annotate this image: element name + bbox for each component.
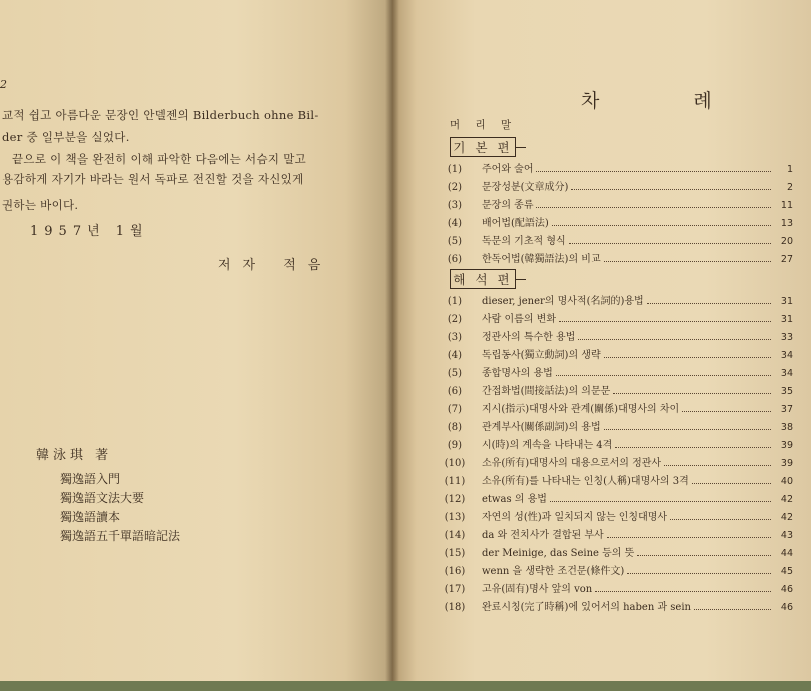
toc-number: (11) [444, 476, 466, 487]
toc-number: (12) [444, 494, 466, 505]
toc-number: (16) [444, 566, 466, 577]
book-title: 獨逸語讀本 [60, 510, 121, 524]
toc-row[interactable] [440, 490, 793, 508]
toc-row[interactable] [440, 364, 793, 382]
leader-dots [627, 573, 771, 574]
leader-dots [692, 483, 771, 484]
toc-row[interactable] [440, 160, 793, 178]
toc-page: 11 [780, 200, 793, 211]
leader-dots [613, 393, 771, 394]
leader-dots [670, 519, 771, 520]
toc-row[interactable] [440, 400, 793, 418]
book-gutter [385, 0, 399, 691]
toc-row[interactable] [440, 562, 793, 580]
toc-number: (15) [444, 548, 466, 559]
toc-page: 33 [780, 332, 793, 343]
author-signature: 저자 적음 [218, 258, 333, 273]
toc-page: 43 [780, 530, 793, 541]
toc-number: (4) [447, 350, 463, 361]
toc-page: 35 [780, 386, 793, 397]
toc-row[interactable] [440, 292, 793, 310]
toc-row[interactable] [440, 418, 793, 436]
toc-row[interactable] [440, 178, 793, 196]
toc-page: 34 [780, 350, 793, 361]
toc-page: 20 [780, 236, 793, 247]
leader-dots [571, 189, 771, 190]
toc-entry-title: 독문의 기초적 형식 [482, 236, 566, 247]
toc-number: (18) [444, 602, 466, 613]
toc-entry-title: etwas 의 용법 [482, 494, 547, 505]
toc-page: 13 [780, 218, 793, 229]
toc-entry-title: 독립동사(獨立動詞)의 생략 [482, 350, 601, 361]
toc-number: (13) [444, 512, 466, 523]
toc-row[interactable] [440, 382, 793, 400]
toc-title: 차 례 [581, 90, 756, 112]
book-cover-edge [0, 681, 811, 691]
leader-dots [550, 501, 771, 502]
toc-entry-title: 소유(所有)를 나타내는 인칭(人稱)대명사의 3격 [482, 476, 689, 487]
toc-row[interactable] [440, 328, 793, 346]
leader-dots [647, 303, 771, 304]
toc-row[interactable] [440, 436, 793, 454]
toc-row[interactable] [440, 526, 793, 544]
toc-entry-title: 한독어법(韓獨語法)의 비교 [482, 254, 601, 265]
section-rule [516, 279, 526, 280]
toc-row[interactable] [440, 346, 793, 364]
toc-number: (5) [447, 236, 463, 247]
toc-entry-title: 소유(所有)대명사의 대용으로서의 정관사 [482, 458, 662, 469]
toc-page: 44 [780, 548, 793, 559]
toc-number: (3) [447, 200, 463, 211]
toc-entry-title: der Meinige, das Seine 등의 뜻 [482, 548, 635, 559]
toc-page: 45 [780, 566, 793, 577]
leader-dots [694, 609, 771, 610]
leader-dots [559, 321, 771, 322]
toc-page: 40 [780, 476, 793, 487]
leader-dots [607, 537, 771, 538]
preface-line: 끝으로 이 책을 완전히 이해 파악한 다음에는 서슴지 말고 [12, 152, 307, 166]
toc-row[interactable] [440, 310, 793, 328]
toc-row[interactable] [440, 214, 793, 232]
toc-row[interactable] [440, 196, 793, 214]
toc-entry-title: 문장성분(文章成分) [482, 182, 569, 193]
date: 1957년 1월 [30, 224, 149, 239]
leader-dots [604, 357, 771, 358]
toc-page: 34 [780, 368, 793, 379]
toc-page: 37 [780, 404, 793, 415]
toc-entry-title: 문장의 종류 [482, 200, 534, 211]
leader-dots [604, 429, 771, 430]
toc-entry-title: 종합명사의 용법 [482, 368, 553, 379]
toc-entry-title: 시(時)의 계속을 나타내는 4격 [482, 440, 613, 451]
section-heading-basic: 기 본 편 [450, 137, 516, 157]
toc-number: (2) [447, 182, 463, 193]
toc-page: 1 [786, 164, 793, 175]
leader-dots [552, 225, 771, 226]
toc-number: (3) [447, 332, 463, 343]
left-page [0, 0, 392, 691]
leader-dots [536, 207, 771, 208]
toc-number: (1) [447, 296, 463, 307]
toc-number: (17) [444, 584, 466, 595]
toc-number: (4) [447, 218, 463, 229]
leader-dots [556, 375, 771, 376]
toc-entry-title: 자연의 성(性)과 일치되지 않는 인칭대명사 [482, 512, 668, 523]
toc-row[interactable] [440, 472, 793, 490]
preface-line: 권하는 바이다. [2, 198, 79, 212]
section-heading-interpretation: 해 석 편 [450, 269, 516, 289]
book-title: 獨逸語文法大要 [60, 491, 145, 505]
toc-entry-title: wenn 을 생략한 조건문(條件文) [482, 566, 625, 577]
page-number: 2 [0, 78, 7, 91]
leader-dots [664, 465, 771, 466]
toc-entry-title: dieser, jener의 명사적(名詞的)용법 [482, 296, 644, 307]
toc-page: 39 [780, 458, 793, 469]
leader-dots [536, 171, 771, 172]
toc-entry-title: 배어법(配語法) [482, 218, 549, 229]
toc-entry-title: 지시(指示)대명사와 관계(關係)대명사의 차이 [482, 404, 680, 415]
toc-number: (7) [447, 404, 463, 415]
toc-number: (6) [447, 254, 463, 265]
toc-page: 2 [786, 182, 793, 193]
toc-entry-title: da 와 전치사가 결합된 부사 [482, 530, 604, 541]
leader-dots [682, 411, 771, 412]
toc-entry-title: 고유(固有)명사 앞의 von [482, 584, 593, 595]
toc-number: (2) [447, 314, 463, 325]
toc-row[interactable] [440, 508, 793, 526]
toc-entry-title: 완료시칭(完了時稱)에 있어서의 haben 과 sein [482, 602, 691, 613]
toc-page: 42 [780, 494, 793, 505]
preface-line: 용감하게 자기가 바라는 원서 독파로 전진할 것을 자신있게 [2, 172, 304, 186]
toc-page: 31 [780, 314, 793, 325]
leader-dots [604, 261, 771, 262]
toc-number: (9) [447, 440, 463, 451]
toc-row[interactable] [440, 544, 793, 562]
leader-dots [637, 555, 771, 556]
toc-row[interactable] [440, 454, 793, 472]
toc-page: 38 [780, 422, 793, 433]
toc-number: (1) [447, 164, 463, 175]
toc-entry-title: 주어와 술어 [482, 164, 534, 175]
toc-row[interactable] [440, 232, 793, 250]
preface-line: der 중 일부분을 실었다. [2, 130, 130, 144]
leader-dots [595, 591, 771, 592]
toc-entry-title: 간접화법(間接話法)의 의문문 [482, 386, 611, 397]
toc-row[interactable] [440, 250, 793, 268]
leader-dots [578, 339, 771, 340]
leader-dots [615, 447, 771, 448]
toc-number: (6) [447, 386, 463, 397]
toc-page: 31 [780, 296, 793, 307]
toc-page: 39 [780, 440, 793, 451]
leader-dots [569, 243, 771, 244]
toc-page: 27 [780, 254, 793, 265]
toc-entry-title: 정관사의 특수한 용법 [482, 332, 576, 343]
toc-page: 42 [780, 512, 793, 523]
author-name: 韓泳琪 著 [36, 448, 113, 463]
toc-number: (8) [447, 422, 463, 433]
toc-number: (14) [444, 530, 466, 541]
toc-entry-title: 관계부사(關係副詞)의 용법 [482, 422, 601, 433]
toc-page: 46 [780, 602, 793, 613]
toc-preface: 머 리 말 [450, 119, 518, 131]
preface-line: 교적 쉽고 아름다운 문장인 안델젠의 Bilderbuch ohne Bil- [2, 108, 319, 122]
toc-entry-title: 사람 이름의 변화 [482, 314, 556, 325]
section-rule [516, 147, 526, 148]
book-title: 獨逸語入門 [60, 472, 121, 486]
toc-page: 46 [780, 584, 793, 595]
toc-number: (10) [444, 458, 466, 469]
toc-number: (5) [447, 368, 463, 379]
book-list [60, 470, 180, 546]
toc-row[interactable] [440, 598, 793, 616]
toc-row[interactable] [440, 580, 793, 598]
book-title: 獨逸語五千單語暗記法 [60, 529, 181, 543]
